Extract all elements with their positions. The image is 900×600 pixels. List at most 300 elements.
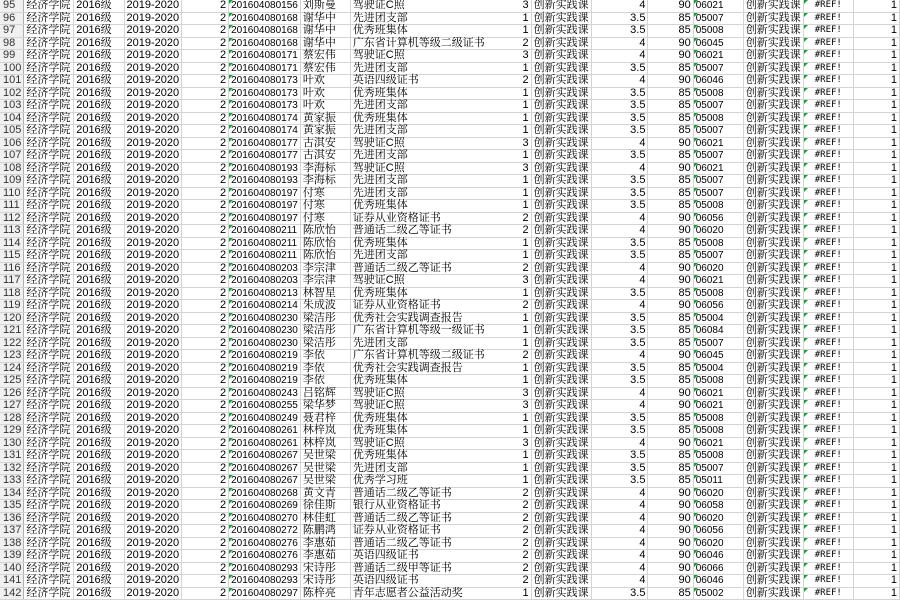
cell-score[interactable]: 85: [648, 250, 693, 263]
cell-ref[interactable]: #REF!: [803, 425, 853, 438]
cell-level[interactable]: 1: [487, 362, 531, 375]
cell-course-type[interactable]: 创新实践课: [531, 587, 591, 600]
row-header[interactable]: 121: [0, 325, 24, 338]
cell-term[interactable]: 2: [182, 0, 229, 12]
cell-grade[interactable]: 2016级: [74, 312, 124, 325]
cell-course-type-2[interactable]: 创新实践课: [743, 500, 803, 513]
cell-name[interactable]: 徐佳斯: [300, 500, 350, 513]
cell-course-type-2[interactable]: 创新实践课: [743, 587, 803, 600]
cell-code[interactable]: 06045: [693, 37, 743, 50]
cell-credit[interactable]: 4: [591, 37, 648, 50]
cell-term[interactable]: 2: [182, 212, 229, 225]
cell-student-id[interactable]: 201604080174: [229, 125, 301, 138]
cell-item[interactable]: 普通话二级乙等证书: [350, 512, 487, 525]
cell-level[interactable]: 2: [487, 537, 531, 550]
cell-count[interactable]: 1: [853, 37, 899, 50]
cell-course-type[interactable]: 创新实践课: [531, 325, 591, 338]
cell-credit[interactable]: 4: [591, 0, 648, 12]
cell-term[interactable]: 2: [182, 100, 229, 113]
cell-course-type[interactable]: 创新实践课: [531, 475, 591, 488]
row-header[interactable]: 127: [0, 400, 24, 413]
cell-term[interactable]: 2: [182, 112, 229, 125]
cell-year[interactable]: 2019-2020: [124, 325, 182, 338]
row-header[interactable]: 136: [0, 512, 24, 525]
cell-course-type[interactable]: 创新实践课: [531, 362, 591, 375]
cell-student-id[interactable]: 201604080203: [229, 262, 301, 275]
cell-score[interactable]: 85: [648, 337, 693, 350]
cell-score[interactable]: 90: [648, 37, 693, 50]
cell-grade[interactable]: 2016级: [74, 75, 124, 88]
row-header[interactable]: 135: [0, 500, 24, 513]
cell-level[interactable]: 3: [487, 387, 531, 400]
cell-student-id[interactable]: 201604080174: [229, 112, 301, 125]
cell-course-type[interactable]: 创新实践课: [531, 150, 591, 163]
cell-term[interactable]: 2: [182, 487, 229, 500]
cell-code[interactable]: 05008: [693, 412, 743, 425]
cell-course-type-2[interactable]: 创新实践课: [743, 25, 803, 38]
cell-item[interactable]: 先进团支部: [350, 250, 487, 263]
cell-college[interactable]: 经济学院: [24, 250, 74, 263]
cell-term[interactable]: 2: [182, 187, 229, 200]
cell-item[interactable]: 驾驶证C照: [350, 437, 487, 450]
cell-score[interactable]: 85: [648, 325, 693, 338]
cell-student-id[interactable]: 201604080276: [229, 537, 301, 550]
cell-score[interactable]: 90: [648, 500, 693, 513]
cell-year[interactable]: 2019-2020: [124, 412, 182, 425]
cell-student-id[interactable]: 201604080230: [229, 312, 301, 325]
cell-student-id[interactable]: 201604080272: [229, 525, 301, 538]
cell-code[interactable]: 06021: [693, 437, 743, 450]
cell-grade[interactable]: 2016级: [74, 400, 124, 413]
cell-level[interactable]: 1: [487, 325, 531, 338]
cell-count[interactable]: 1: [853, 387, 899, 400]
cell-count[interactable]: 1: [853, 275, 899, 288]
row-header[interactable]: 116: [0, 262, 24, 275]
cell-course-type[interactable]: 创新实践课: [531, 175, 591, 188]
cell-term[interactable]: 2: [182, 350, 229, 363]
cell-score[interactable]: 85: [648, 87, 693, 100]
row-header[interactable]: 140: [0, 562, 24, 575]
cell-name[interactable]: 古淇安: [300, 150, 350, 163]
cell-code[interactable]: 06021: [693, 387, 743, 400]
cell-code[interactable]: 05002: [693, 587, 743, 600]
cell-item[interactable]: 英语四级证书: [350, 75, 487, 88]
cell-ref[interactable]: #REF!: [803, 37, 853, 50]
cell-term[interactable]: 2: [182, 437, 229, 450]
cell-grade[interactable]: 2016级: [74, 25, 124, 38]
cell-term[interactable]: 2: [182, 537, 229, 550]
cell-count[interactable]: 1: [853, 587, 899, 600]
cell-year[interactable]: 2019-2020: [124, 375, 182, 388]
cell-grade[interactable]: 2016级: [74, 475, 124, 488]
cell-level[interactable]: 2: [487, 350, 531, 363]
cell-code[interactable]: 05008: [693, 112, 743, 125]
cell-level[interactable]: 1: [487, 337, 531, 350]
cell-item[interactable]: 银行从业资格证书: [350, 500, 487, 513]
row-header[interactable]: 124: [0, 362, 24, 375]
cell-grade[interactable]: 2016级: [74, 150, 124, 163]
cell-count[interactable]: 1: [853, 350, 899, 363]
cell-college[interactable]: 经济学院: [24, 412, 74, 425]
cell-course-type[interactable]: 创新实践课: [531, 425, 591, 438]
cell-ref[interactable]: #REF!: [803, 525, 853, 538]
cell-course-type[interactable]: 创新实践课: [531, 250, 591, 263]
cell-level[interactable]: 1: [487, 450, 531, 463]
cell-course-type[interactable]: 创新实践课: [531, 350, 591, 363]
cell-item[interactable]: 驾驶证C照: [350, 0, 487, 12]
cell-ref[interactable]: #REF!: [803, 275, 853, 288]
cell-name[interactable]: 陈欣怡: [300, 225, 350, 238]
cell-college[interactable]: 经济学院: [24, 537, 74, 550]
cell-item[interactable]: 优秀社会实践调查报告: [350, 312, 487, 325]
cell-term[interactable]: 2: [182, 275, 229, 288]
cell-course-type[interactable]: 创新实践课: [531, 25, 591, 38]
cell-name[interactable]: 蔡宏伟: [300, 50, 350, 63]
cell-student-id[interactable]: 201604080219: [229, 375, 301, 388]
cell-course-type-2[interactable]: 创新实践课: [743, 262, 803, 275]
cell-ref[interactable]: #REF!: [803, 437, 853, 450]
cell-course-type[interactable]: 创新实践课: [531, 0, 591, 12]
row-header[interactable]: 132: [0, 462, 24, 475]
cell-score[interactable]: 85: [648, 187, 693, 200]
row-header[interactable]: 96: [0, 12, 24, 25]
cell-grade[interactable]: 2016级: [74, 587, 124, 600]
cell-ref[interactable]: #REF!: [803, 575, 853, 588]
cell-student-id[interactable]: 201604080168: [229, 12, 301, 25]
cell-credit[interactable]: 4: [591, 162, 648, 175]
cell-college[interactable]: 经济学院: [24, 362, 74, 375]
cell-grade[interactable]: 2016级: [74, 350, 124, 363]
cell-course-type[interactable]: 创新实践课: [531, 112, 591, 125]
row-header[interactable]: 105: [0, 125, 24, 138]
cell-grade[interactable]: 2016级: [74, 62, 124, 75]
cell-item[interactable]: 普通话二级乙等证书: [350, 262, 487, 275]
cell-code[interactable]: 06021: [693, 137, 743, 150]
cell-ref[interactable]: #REF!: [803, 112, 853, 125]
cell-year[interactable]: 2019-2020: [124, 50, 182, 63]
cell-code[interactable]: 06056: [693, 212, 743, 225]
cell-code[interactable]: 06084: [693, 325, 743, 338]
row-header[interactable]: 123: [0, 350, 24, 363]
cell-level[interactable]: 1: [487, 462, 531, 475]
cell-course-type-2[interactable]: 创新实践课: [743, 287, 803, 300]
cell-score[interactable]: 85: [648, 12, 693, 25]
cell-term[interactable]: 2: [182, 150, 229, 163]
cell-course-type-2[interactable]: 创新实践课: [743, 12, 803, 25]
cell-code[interactable]: 05007: [693, 337, 743, 350]
cell-year[interactable]: 2019-2020: [124, 87, 182, 100]
cell-college[interactable]: 经济学院: [24, 62, 74, 75]
row-header[interactable]: 126: [0, 387, 24, 400]
cell-level[interactable]: 2: [487, 300, 531, 313]
cell-code[interactable]: 05011: [693, 475, 743, 488]
row-header[interactable]: 95: [0, 0, 24, 12]
cell-code[interactable]: 06045: [693, 350, 743, 363]
cell-ref[interactable]: #REF!: [803, 137, 853, 150]
cell-course-type-2[interactable]: 创新实践课: [743, 312, 803, 325]
cell-college[interactable]: 经济学院: [24, 487, 74, 500]
cell-ref[interactable]: #REF!: [803, 500, 853, 513]
cell-course-type-2[interactable]: 创新实践课: [743, 450, 803, 463]
cell-name[interactable]: 李惠茹: [300, 537, 350, 550]
cell-credit[interactable]: 3.5: [591, 100, 648, 113]
cell-credit[interactable]: 4: [591, 137, 648, 150]
row-header[interactable]: 141: [0, 575, 24, 588]
cell-item[interactable]: 驾驶证C照: [350, 137, 487, 150]
cell-score[interactable]: 90: [648, 350, 693, 363]
cell-course-type-2[interactable]: 创新实践课: [743, 387, 803, 400]
cell-item[interactable]: 证券从业资格证书: [350, 300, 487, 313]
cell-name[interactable]: 李依: [300, 350, 350, 363]
cell-grade[interactable]: 2016级: [74, 537, 124, 550]
cell-name[interactable]: 谢华中: [300, 25, 350, 38]
cell-code[interactable]: 06056: [693, 300, 743, 313]
cell-count[interactable]: 1: [853, 300, 899, 313]
cell-count[interactable]: 1: [853, 225, 899, 238]
cell-name[interactable]: 吴世梁: [300, 462, 350, 475]
cell-student-id[interactable]: 201604080173: [229, 87, 301, 100]
cell-score[interactable]: 85: [648, 475, 693, 488]
cell-credit[interactable]: 3.5: [591, 237, 648, 250]
cell-term[interactable]: 2: [182, 62, 229, 75]
cell-item[interactable]: 先进团支部: [350, 187, 487, 200]
cell-ref[interactable]: #REF!: [803, 87, 853, 100]
cell-ref[interactable]: #REF!: [803, 475, 853, 488]
cell-name[interactable]: 李宗津: [300, 262, 350, 275]
cell-level[interactable]: 3: [487, 50, 531, 63]
cell-course-type[interactable]: 创新实践课: [531, 262, 591, 275]
cell-student-id[interactable]: 201604080269: [229, 500, 301, 513]
cell-course-type[interactable]: 创新实践课: [531, 75, 591, 88]
cell-item[interactable]: 广东省计算机等级二级证书: [350, 37, 487, 50]
cell-count[interactable]: 1: [853, 287, 899, 300]
cell-credit[interactable]: 4: [591, 275, 648, 288]
cell-name[interactable]: 林智星: [300, 287, 350, 300]
cell-course-type[interactable]: 创新实践课: [531, 212, 591, 225]
cell-item[interactable]: 优秀班集体: [350, 450, 487, 463]
row-header[interactable]: 137: [0, 525, 24, 538]
cell-credit[interactable]: 3.5: [591, 450, 648, 463]
cell-ref[interactable]: #REF!: [803, 487, 853, 500]
cell-year[interactable]: 2019-2020: [124, 425, 182, 438]
cell-name[interactable]: 陈鹏鸿: [300, 525, 350, 538]
cell-level[interactable]: 1: [487, 587, 531, 600]
cell-year[interactable]: 2019-2020: [124, 537, 182, 550]
row-header[interactable]: 107: [0, 150, 24, 163]
cell-ref[interactable]: #REF!: [803, 237, 853, 250]
cell-term[interactable]: 2: [182, 362, 229, 375]
cell-count[interactable]: 1: [853, 537, 899, 550]
cell-score[interactable]: 85: [648, 412, 693, 425]
cell-item[interactable]: 驾驶证C照: [350, 400, 487, 413]
cell-code[interactable]: 05007: [693, 150, 743, 163]
cell-ref[interactable]: #REF!: [803, 562, 853, 575]
cell-code[interactable]: 05004: [693, 312, 743, 325]
cell-grade[interactable]: 2016级: [74, 425, 124, 438]
cell-count[interactable]: 1: [853, 525, 899, 538]
cell-year[interactable]: 2019-2020: [124, 237, 182, 250]
cell-course-type-2[interactable]: 创新实践课: [743, 300, 803, 313]
cell-term[interactable]: 2: [182, 200, 229, 213]
cell-credit[interactable]: 4: [591, 75, 648, 88]
cell-ref[interactable]: #REF!: [803, 337, 853, 350]
cell-college[interactable]: 经济学院: [24, 225, 74, 238]
cell-student-id[interactable]: 201604080171: [229, 50, 301, 63]
cell-year[interactable]: 2019-2020: [124, 175, 182, 188]
cell-credit[interactable]: 3.5: [591, 312, 648, 325]
cell-grade[interactable]: 2016级: [74, 525, 124, 538]
cell-count[interactable]: 1: [853, 62, 899, 75]
cell-course-type[interactable]: 创新实践课: [531, 87, 591, 100]
cell-credit[interactable]: 3.5: [591, 175, 648, 188]
cell-college[interactable]: 经济学院: [24, 37, 74, 50]
cell-level[interactable]: 1: [487, 25, 531, 38]
cell-level[interactable]: 1: [487, 375, 531, 388]
cell-code[interactable]: 06021: [693, 0, 743, 12]
cell-course-type[interactable]: 创新实践课: [531, 512, 591, 525]
cell-level[interactable]: 1: [487, 12, 531, 25]
cell-ref[interactable]: #REF!: [803, 62, 853, 75]
cell-item[interactable]: 优秀班集体: [350, 25, 487, 38]
cell-college[interactable]: 经济学院: [24, 512, 74, 525]
cell-grade[interactable]: 2016级: [74, 450, 124, 463]
cell-college[interactable]: 经济学院: [24, 525, 74, 538]
cell-name[interactable]: 李宗津: [300, 275, 350, 288]
cell-year[interactable]: 2019-2020: [124, 225, 182, 238]
cell-credit[interactable]: 4: [591, 387, 648, 400]
cell-term[interactable]: 2: [182, 75, 229, 88]
cell-name[interactable]: 李海标: [300, 175, 350, 188]
cell-grade[interactable]: 2016级: [74, 37, 124, 50]
row-header[interactable]: 112: [0, 212, 24, 225]
cell-course-type[interactable]: 创新实践课: [531, 287, 591, 300]
cell-year[interactable]: 2019-2020: [124, 587, 182, 600]
cell-course-type[interactable]: 创新实践课: [531, 537, 591, 550]
cell-ref[interactable]: #REF!: [803, 200, 853, 213]
cell-item[interactable]: 优秀班集体: [350, 375, 487, 388]
cell-course-type-2[interactable]: 创新实践课: [743, 462, 803, 475]
cell-item[interactable]: 青年志愿者公益活动奖: [350, 587, 487, 600]
cell-credit[interactable]: 4: [591, 262, 648, 275]
cell-ref[interactable]: #REF!: [803, 312, 853, 325]
cell-item[interactable]: 广东省计算机等级一级证书: [350, 325, 487, 338]
cell-grade[interactable]: 2016级: [74, 175, 124, 188]
cell-count[interactable]: 1: [853, 137, 899, 150]
cell-code[interactable]: 06021: [693, 162, 743, 175]
cell-term[interactable]: 2: [182, 25, 229, 38]
cell-ref[interactable]: #REF!: [803, 125, 853, 138]
cell-item[interactable]: 英语四级证书: [350, 550, 487, 563]
cell-college[interactable]: 经济学院: [24, 475, 74, 488]
cell-student-id[interactable]: 201604080230: [229, 337, 301, 350]
cell-credit[interactable]: 3.5: [591, 337, 648, 350]
cell-score[interactable]: 90: [648, 225, 693, 238]
cell-ref[interactable]: #REF!: [803, 550, 853, 563]
cell-code[interactable]: 05007: [693, 62, 743, 75]
cell-year[interactable]: 2019-2020: [124, 250, 182, 263]
cell-year[interactable]: 2019-2020: [124, 162, 182, 175]
cell-code[interactable]: 06021: [693, 50, 743, 63]
cell-course-type[interactable]: 创新实践课: [531, 562, 591, 575]
cell-college[interactable]: 经济学院: [24, 462, 74, 475]
cell-credit[interactable]: 3.5: [591, 187, 648, 200]
cell-term[interactable]: 2: [182, 125, 229, 138]
row-header[interactable]: 131: [0, 450, 24, 463]
cell-count[interactable]: 1: [853, 575, 899, 588]
cell-grade[interactable]: 2016级: [74, 50, 124, 63]
cell-college[interactable]: 经济学院: [24, 175, 74, 188]
cell-code[interactable]: 05008: [693, 425, 743, 438]
row-header[interactable]: 119: [0, 300, 24, 313]
cell-item[interactable]: 优秀班集体: [350, 87, 487, 100]
cell-count[interactable]: 1: [853, 500, 899, 513]
cell-year[interactable]: 2019-2020: [124, 125, 182, 138]
cell-college[interactable]: 经济学院: [24, 0, 74, 12]
row-header[interactable]: 113: [0, 225, 24, 238]
cell-score[interactable]: 90: [648, 50, 693, 63]
cell-grade[interactable]: 2016级: [74, 412, 124, 425]
cell-student-id[interactable]: 201604080177: [229, 137, 301, 150]
cell-grade[interactable]: 2016级: [74, 437, 124, 450]
cell-year[interactable]: 2019-2020: [124, 462, 182, 475]
cell-college[interactable]: 经济学院: [24, 437, 74, 450]
cell-course-type-2[interactable]: 创新实践课: [743, 475, 803, 488]
cell-count[interactable]: 1: [853, 75, 899, 88]
cell-course-type[interactable]: 创新实践课: [531, 387, 591, 400]
cell-course-type-2[interactable]: 创新实践课: [743, 112, 803, 125]
cell-name[interactable]: 林梓岚: [300, 437, 350, 450]
cell-grade[interactable]: 2016级: [74, 300, 124, 313]
cell-item[interactable]: 优秀班集体: [350, 412, 487, 425]
cell-count[interactable]: 1: [853, 262, 899, 275]
cell-grade[interactable]: 2016级: [74, 287, 124, 300]
cell-student-id[interactable]: 201604080297: [229, 587, 301, 600]
cell-course-type[interactable]: 创新实践课: [531, 225, 591, 238]
cell-credit[interactable]: 4: [591, 537, 648, 550]
cell-year[interactable]: 2019-2020: [124, 200, 182, 213]
row-header[interactable]: 101: [0, 75, 24, 88]
cell-count[interactable]: 1: [853, 412, 899, 425]
cell-credit[interactable]: 4: [591, 50, 648, 63]
cell-college[interactable]: 经济学院: [24, 287, 74, 300]
cell-name[interactable]: 陈欣怡: [300, 250, 350, 263]
cell-term[interactable]: 2: [182, 12, 229, 25]
cell-grade[interactable]: 2016级: [74, 325, 124, 338]
cell-credit[interactable]: 4: [591, 225, 648, 238]
cell-student-id[interactable]: 201604080211: [229, 237, 301, 250]
cell-course-type-2[interactable]: 创新实践课: [743, 100, 803, 113]
cell-ref[interactable]: #REF!: [803, 175, 853, 188]
cell-year[interactable]: 2019-2020: [124, 212, 182, 225]
cell-student-id[interactable]: 201604080267: [229, 450, 301, 463]
cell-code[interactable]: 05008: [693, 200, 743, 213]
cell-credit[interactable]: 4: [591, 400, 648, 413]
cell-year[interactable]: 2019-2020: [124, 0, 182, 12]
row-header[interactable]: 98: [0, 37, 24, 50]
cell-course-type-2[interactable]: 创新实践课: [743, 87, 803, 100]
cell-grade[interactable]: 2016级: [74, 187, 124, 200]
cell-course-type-2[interactable]: 创新实践课: [743, 62, 803, 75]
cell-course-type-2[interactable]: 创新实践课: [743, 337, 803, 350]
cell-college[interactable]: 经济学院: [24, 387, 74, 400]
cell-ref[interactable]: #REF!: [803, 287, 853, 300]
cell-grade[interactable]: 2016级: [74, 0, 124, 12]
cell-item[interactable]: 英语四级证书: [350, 575, 487, 588]
cell-score[interactable]: 85: [648, 587, 693, 600]
cell-level[interactable]: 1: [487, 125, 531, 138]
cell-college[interactable]: 经济学院: [24, 87, 74, 100]
cell-grade[interactable]: 2016级: [74, 100, 124, 113]
